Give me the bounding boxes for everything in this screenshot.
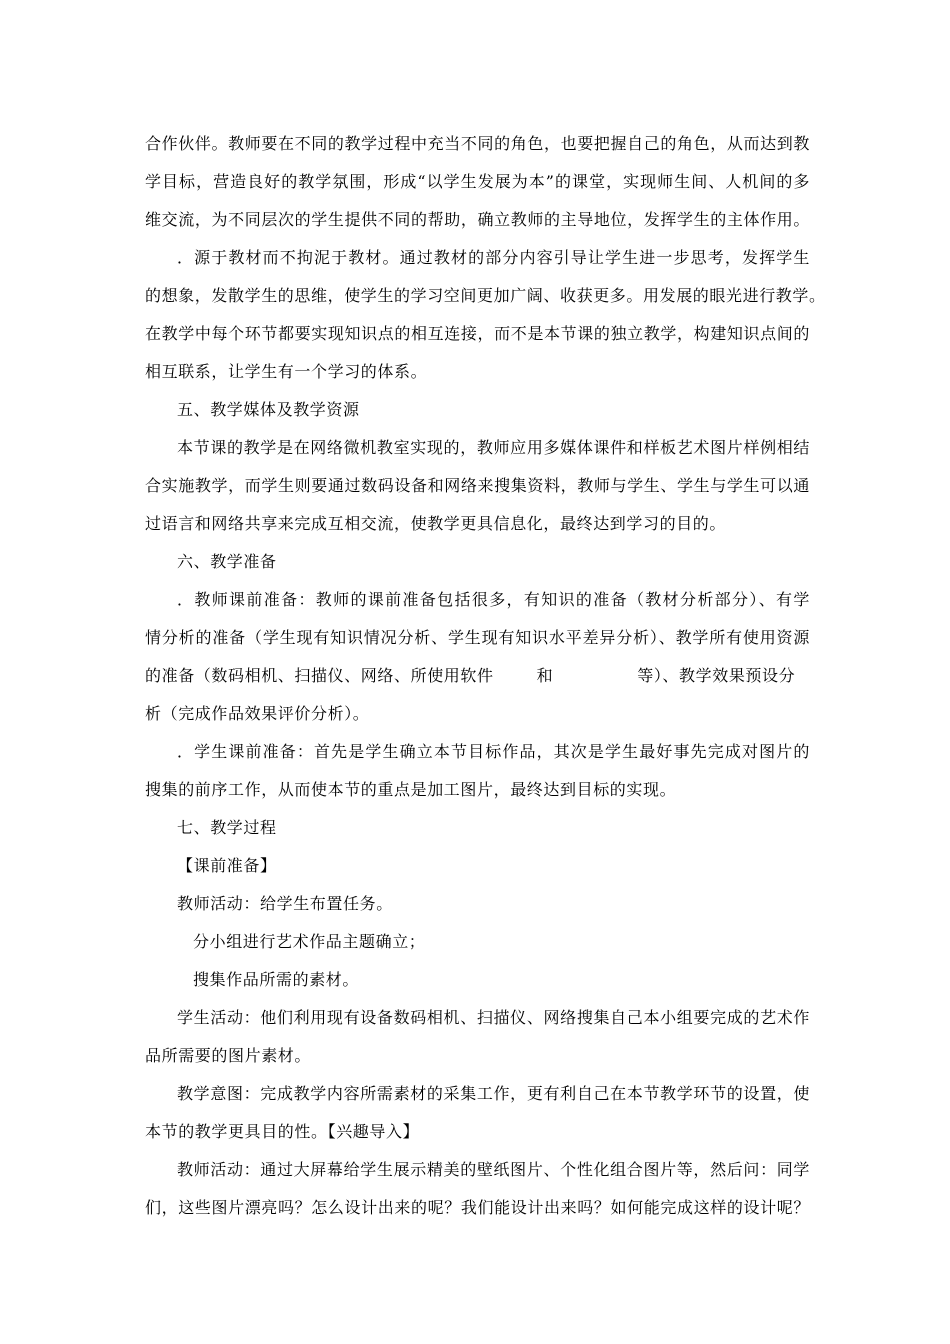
text-line: 合作伙伴。教师要在不同的教学过程中充当不同的角色，也要把握自己的角色，从而达到教	[145, 134, 810, 153]
text-line: 教学意图：完成教学内容所需素材的采集工作，更有利自己在本节教学环节的设置，使	[177, 1084, 810, 1103]
text-line: 合实施教学，而学生则要通过数码设备和网络来搜集资料，教师与学生、学生与学生可以通	[145, 476, 810, 495]
text-line: ．学生课前准备：首先是学生确立本节目标作品，其次是学生最好事先完成对图片的	[177, 742, 810, 761]
text-line: ．教师课前准备：教师的课前准备包括很多，有知识的准备（教材分析部分）、有学	[177, 590, 810, 609]
text-line: 情分析的准备（学生现有知识情况分析、学生现有知识水平差异分析）、教学所有使用资源	[145, 628, 810, 647]
text-line: 们，这些图片漂亮吗？怎么设计出来的呢？我们能设计出来吗？如何能完成这样的设计呢？	[145, 1198, 810, 1217]
text-line: 本节的教学更具目的性。【兴趣导入】	[145, 1122, 420, 1141]
text-line: 学生活动：他们利用现有设备数码相机、扫描仪、网络搜集自己本小组要完成的艺术作	[177, 1008, 810, 1027]
section-heading: 七、教学过程	[177, 818, 277, 837]
text-line: 在教学中每个环节都要实现知识点的相互连接，而不是本节课的独立教学，构建知识点间的	[145, 324, 810, 343]
text-segment: 的准备（数码相机、扫描仪、网络、所使用软件	[145, 666, 494, 685]
text-line: 维交流，为不同层次的学生提供不同的帮助，确立教师的主导地位，发挥学生的主体作用。	[145, 210, 810, 229]
text-line: 教师活动：通过大屏幕给学生展示精美的壁纸图片、个性化组合图片等，然后问：同学	[177, 1160, 810, 1179]
section-heading: 五、教学媒体及教学资源	[177, 400, 360, 419]
text-line: 析（完成作品效果评价分析）。	[145, 704, 370, 723]
section-heading: 六、教学准备	[177, 552, 277, 571]
text-segment: 等）、教学效果预设分	[637, 666, 796, 685]
text-line: 分小组进行艺术作品主题确立；	[193, 932, 426, 951]
text-line: 品所需要的图片素材。	[145, 1046, 312, 1065]
text-line: 本节课的教学是在网络微机教室实现的，教师应用多媒体课件和样板艺术图片样例相结	[177, 438, 810, 457]
text-line: 过语言和网络共享来完成互相交流，使教学更具信息化，最终达到学习的目的。	[145, 514, 727, 533]
text-line: 搜集作品所需的素材。	[193, 970, 360, 989]
text-line: 相互联系，让学生有一个学习的体系。	[145, 362, 428, 381]
text-line: 的想象，发散学生的思维，使学生的学习空间更加广阔、收获更多。用发展的眼光进行教学。	[145, 286, 826, 305]
sub-heading: 【课前准备】	[177, 856, 277, 875]
text-line: 搜集的前序工作，从而使本节的重点是加工图片，最终达到目标的实现。	[145, 780, 677, 799]
text-line: ．源于教材而不拘泥于教材。通过教材的部分内容引导让学生进一步思考，发挥学生	[177, 248, 810, 267]
text-line: 学目标，营造良好的教学氛围，形成“以学生发展为本”的课堂，实现师生间、人机间的多	[145, 172, 810, 191]
text-segment: 和	[536, 666, 554, 685]
text-line: 教师活动：给学生布置任务。	[177, 894, 393, 913]
text-line	[145, 666, 810, 686]
